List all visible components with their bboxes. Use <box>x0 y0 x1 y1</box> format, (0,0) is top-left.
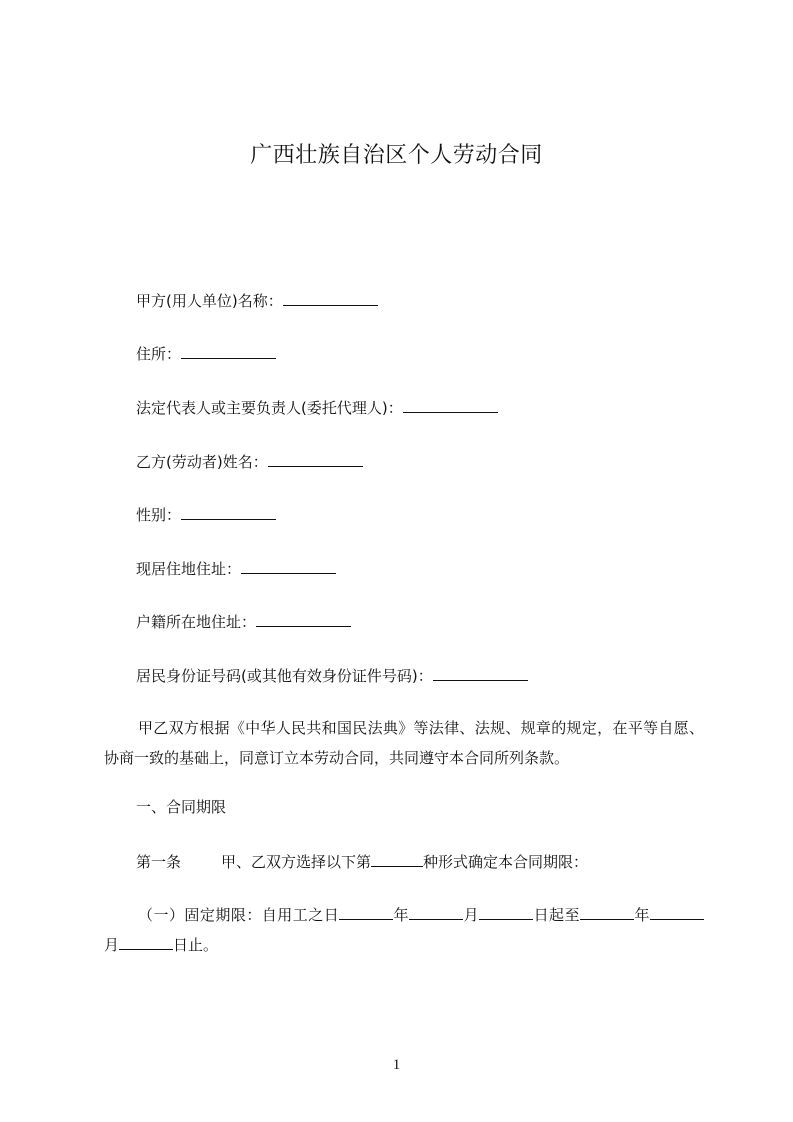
fixed-term-prefix: （一）固定期限：自用工之日 <box>138 906 340 924</box>
field-label: 性别： <box>136 506 182 524</box>
fill-in-blank[interactable] <box>283 291 378 306</box>
fill-in-blank[interactable] <box>256 612 351 627</box>
article-label: 第一条 <box>136 853 182 871</box>
field-legal-representative <box>136 398 498 418</box>
unit-year: 年 <box>634 906 650 924</box>
fill-in-blank[interactable] <box>268 452 363 467</box>
fill-in-blank-month[interactable] <box>409 905 463 920</box>
field-label: 乙方(劳动者)姓名： <box>136 453 268 471</box>
fill-in-blank[interactable] <box>433 666 528 681</box>
field-gender <box>136 505 276 525</box>
fill-in-blank[interactable] <box>181 505 276 520</box>
unit-day-from: 日起至 <box>533 906 580 924</box>
fill-in-blank-year[interactable] <box>339 905 393 920</box>
unit-day-to: 日止。 <box>173 936 219 954</box>
field-current-address <box>136 559 336 579</box>
article-text: 种形式确定本合同期限： <box>423 853 589 871</box>
field-label: 现居住地住址： <box>136 560 242 578</box>
field-employer-name <box>136 291 378 311</box>
field-label: 居民身份证号码(或其他有效身份证件号码)： <box>136 667 433 685</box>
preamble-paragraph: 甲乙双方根据《中华人民共和国民法典》等法律、法规、规章的规定，在平等自愿、协商一致的基础上，同意订立本劳动合同，共同遵守本合同所列条款。 <box>104 719 704 767</box>
document-title: 广西壮族自治区个人劳动合同 <box>250 143 543 168</box>
field-address <box>136 344 276 364</box>
field-employee-name <box>136 452 363 472</box>
section-heading-contract-term: 一、合同期限 <box>136 798 227 816</box>
article-text: 甲、乙双方选择以下第 <box>221 853 372 871</box>
fill-in-blank[interactable] <box>403 398 498 413</box>
article-1 <box>136 852 588 872</box>
field-label: 甲方(用人单位)名称： <box>136 292 283 310</box>
fill-in-blank-year[interactable] <box>580 905 634 920</box>
field-label: 法定代表人或主要负责人(委托代理人)： <box>136 399 403 417</box>
fill-in-blank-day[interactable] <box>479 905 533 920</box>
unit-year: 年 <box>393 906 410 924</box>
field-label: 住所： <box>136 345 182 363</box>
fill-in-blank[interactable] <box>181 344 276 359</box>
field-id-number <box>136 666 528 686</box>
page-number: 1 <box>392 1057 401 1073</box>
unit-month: 月 <box>104 936 120 954</box>
fixed-term-paragraph <box>104 900 704 960</box>
fill-in-blank-day[interactable] <box>119 935 173 950</box>
fill-in-blank-month[interactable] <box>650 905 704 920</box>
fill-in-blank[interactable] <box>241 559 336 574</box>
unit-month: 月 <box>463 906 480 924</box>
field-label: 户籍所在地住址： <box>136 613 257 631</box>
fill-in-blank[interactable] <box>371 852 423 867</box>
field-household-address <box>136 612 351 632</box>
